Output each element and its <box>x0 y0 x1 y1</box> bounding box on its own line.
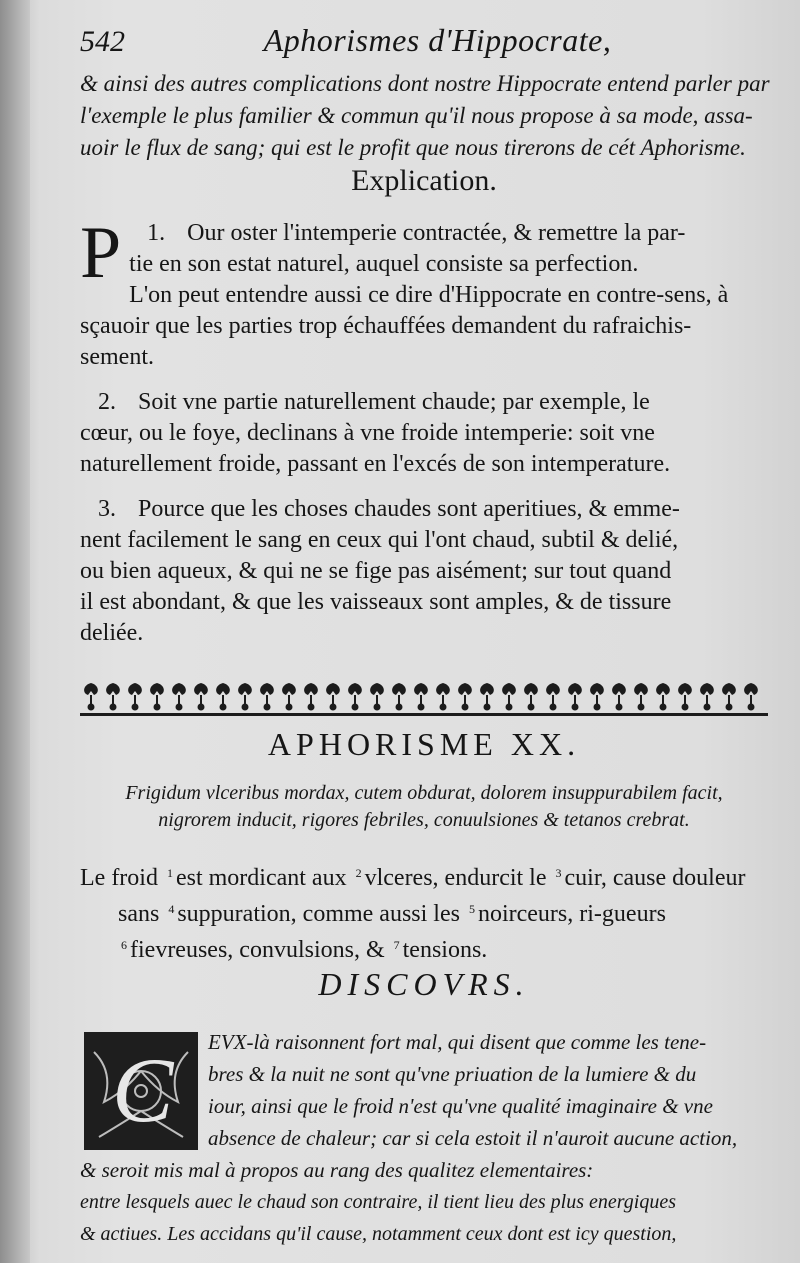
item-line: il est abondant, & que les vaisseaux sont amples, & de tissure <box>80 589 672 615</box>
fleuron-stem <box>222 695 224 704</box>
fleuron-base <box>462 704 469 711</box>
fleuron-base <box>418 704 425 711</box>
explication-item-1 <box>80 212 768 373</box>
fleuron-stem <box>728 695 730 704</box>
fleuron-base <box>638 704 645 711</box>
intro-paragraph <box>80 68 768 164</box>
item-number: 1. <box>147 220 166 246</box>
fleuron-base <box>198 704 205 711</box>
fleuron-stem <box>266 695 268 704</box>
fleuron-icon <box>414 683 428 695</box>
item-line: cœur, ou le foye, declinans à vne froide intemperie: soit vne <box>80 420 655 446</box>
fleuron-base <box>308 704 315 711</box>
fleuron-stem <box>574 695 576 704</box>
fleuron-base <box>484 704 491 711</box>
fleuron-icon <box>260 683 274 695</box>
note-marker: 3 <box>555 866 562 880</box>
fleuron-stem <box>552 695 554 704</box>
explication-item-text <box>80 387 768 480</box>
fleuron-stem <box>354 695 356 704</box>
fleuron-stem <box>178 695 180 704</box>
fleuron-base <box>242 704 249 711</box>
latin-line: nigrorem inducit, rigores febriles, conuulsiones & tetanos crebrat. <box>158 809 690 831</box>
fleuron-base <box>506 704 513 711</box>
fleuron-base <box>528 704 535 711</box>
fleuron-base <box>440 704 447 711</box>
note-marker: 4 <box>168 902 175 916</box>
fleuron-stem <box>596 695 598 704</box>
fleuron-stem <box>662 695 664 704</box>
fleuron-base <box>616 704 623 711</box>
fleuron-icon <box>84 683 98 695</box>
item-line: nent facilement le sang en ceux qui l'ont chaud, subtil & delié, <box>80 527 679 553</box>
fleuron-icon <box>590 683 604 695</box>
fleuron-base <box>264 704 271 711</box>
fleuron-base <box>220 704 227 711</box>
fleuron-base <box>330 704 337 711</box>
fleuron-base <box>154 704 161 711</box>
fleuron-base <box>176 704 183 711</box>
french-translation <box>80 858 768 966</box>
fleuron-icon <box>480 683 494 695</box>
explication-item-2 <box>80 387 768 480</box>
fleuron-icon <box>634 683 648 695</box>
fleuron-stem <box>310 695 312 704</box>
fleuron-stem <box>398 695 400 704</box>
fleuron-icon <box>612 683 626 695</box>
fleuron-icon <box>678 683 692 695</box>
item-line: tie en son estat naturel, auquel consiste sa perfection. <box>129 251 639 277</box>
aphorism-heading: APHORISME XX. <box>267 726 581 762</box>
fleuron-base <box>374 704 381 711</box>
fleuron-stem <box>442 695 444 704</box>
fleuron-stem <box>750 695 752 704</box>
fleuron-icon <box>326 683 340 695</box>
fleuron-base <box>110 704 117 711</box>
french-fragment: vlceres, endurcit le <box>364 865 553 891</box>
fleuron-base <box>704 704 711 711</box>
french-fragment: fievreuses, convulsions, & <box>130 937 391 963</box>
item-line: ou bien aqueux, & qui ne se fige pas aisément; sur tout quand <box>80 558 672 584</box>
fleuron-base <box>682 704 689 711</box>
item-line: Pource que les choses chaudes sont aperitiues, & emme- <box>138 496 680 522</box>
fleuron-icon <box>458 683 472 695</box>
explication-heading: Explication. <box>351 164 497 197</box>
fleuron-icon <box>524 683 538 695</box>
fleuron-stem <box>288 695 290 704</box>
fleuron-stem <box>464 695 466 704</box>
fleuron-base <box>726 704 733 711</box>
item-line: L'on peut entendre aussi ce dire d'Hippocrate en contre-sens, à <box>129 282 729 308</box>
intro-line: & ainsi des autres complications dont nostre Hippocrate entend parler par <box>80 71 770 96</box>
fleuron-icon <box>172 683 186 695</box>
item-line: sement. <box>80 344 154 370</box>
fleuron-base <box>550 704 557 711</box>
fleuron-icon <box>238 683 252 695</box>
french-fragment: est mordicant aux <box>175 865 353 891</box>
page-header <box>80 22 768 66</box>
discours-heading: DISCOVRS. <box>318 966 530 1002</box>
discours-line: absence de chaleur; car si cela estoit il n'auroit aucune action, <box>208 1126 738 1150</box>
dropcap-letter: P <box>80 212 122 294</box>
item-number: 3. <box>98 496 116 522</box>
fleuron-base <box>286 704 293 711</box>
fleuron-stem <box>530 695 532 704</box>
fleuron-stem <box>376 695 378 704</box>
note-marker: 1 <box>166 866 173 880</box>
french-fragment: Le froid <box>80 865 164 891</box>
fleuron-stem <box>420 695 422 704</box>
explication-item-3 <box>80 494 768 649</box>
discours-line: EVX-là raisonnent fort mal, qui disent que comme les tene- <box>208 1030 707 1054</box>
discours-line: entre lesquels auec le chaud son contraire, il tient lieu des plus energiques <box>80 1191 676 1213</box>
discours-line: & actiues. Les accidans qu'il cause, notamment ceux dont est icy question, <box>80 1223 677 1245</box>
fleuron-stem <box>684 695 686 704</box>
french-fragment: tensions. <box>402 937 488 963</box>
fleuron-icon <box>282 683 296 695</box>
item-line: Our oster l'intemperie contractée, & remettre la par- <box>187 220 686 246</box>
latin-aphorism <box>80 780 768 834</box>
page-number: 542 <box>80 25 125 58</box>
fleuron-icon <box>436 683 450 695</box>
discours-line: & seroit mis mal à propos au rang des qualitez elementaires: <box>80 1158 594 1182</box>
fleuron-stem <box>90 695 92 704</box>
fleuron-stem <box>156 695 158 704</box>
fleuron-base <box>132 704 139 711</box>
fleuron-icon <box>194 683 208 695</box>
fleuron-stem <box>200 695 202 704</box>
french-fragment: suppuration, comme aussi les <box>177 901 466 927</box>
item-line: deliée. <box>80 620 144 646</box>
french-fragment: cuir, cause douleur sans <box>118 865 746 927</box>
note-marker: 6 <box>121 938 127 952</box>
running-title: Aphorismes d'Hippocrate, <box>263 22 612 58</box>
fleuron-base <box>352 704 359 711</box>
discours-paragraph <box>80 1026 768 1250</box>
fleuron-icon <box>744 683 758 695</box>
fleuron-icon <box>392 683 406 695</box>
fleuron-base <box>748 704 755 711</box>
fleuron-icon <box>502 683 516 695</box>
fleuron-icon <box>106 683 120 695</box>
item-line: Soit vne partie naturellement chaude; par exemple, le <box>138 389 650 415</box>
note-marker: 2 <box>355 866 362 880</box>
intro-line: uoir le flux de sang; qui est le profit que nous tirerons de cét Aphorisme. <box>80 135 746 160</box>
discours-line: bres & la nuit ne sont qu'vne priuation de la lumiere & du <box>208 1062 697 1086</box>
item-line: sçauoir que les parties trop échauffées demandent du rafraichis- <box>80 313 692 339</box>
fleuron-icon <box>216 683 230 695</box>
fleuron-icon <box>304 683 318 695</box>
fleuron-icon <box>656 683 670 695</box>
fleuron-base <box>660 704 667 711</box>
fleuron-base <box>572 704 579 711</box>
fleuron-stem <box>134 695 136 704</box>
fleuron-icon <box>700 683 714 695</box>
fleuron-stem <box>640 695 642 704</box>
note-marker: 7 <box>393 938 400 952</box>
fleuron-icon <box>128 683 142 695</box>
item-number: 2. <box>98 389 116 415</box>
fleuron-icon <box>150 683 164 695</box>
dropcap-letter: C <box>112 1039 174 1141</box>
fleuron-icon <box>348 683 362 695</box>
fleuron-stem <box>508 695 510 704</box>
explication-item-text <box>80 212 768 373</box>
fleuron-base <box>88 704 95 711</box>
fleuron-stem <box>486 695 488 704</box>
fleuron-stem <box>618 695 620 704</box>
fleuron-icon <box>568 683 582 695</box>
fleuron-ornament-band <box>80 679 768 721</box>
intro-line: l'exemple le plus familier & commun qu'il nous propose à sa mode, assa- <box>80 103 753 128</box>
explication-item-text <box>80 494 768 649</box>
fleuron-stem <box>706 695 708 704</box>
discours-line: iour, ainsi que le froid n'est qu'vne qualité imaginaire & vne <box>208 1094 713 1118</box>
fleuron-icon <box>370 683 384 695</box>
ornamental-initial <box>84 1032 198 1150</box>
fleuron-base <box>594 704 601 711</box>
fleuron-stem <box>244 695 246 704</box>
fleuron-icon <box>546 683 560 695</box>
french-fragment: noirceurs, ri-gueurs <box>477 901 666 927</box>
page-gutter-shadow <box>0 0 30 1263</box>
fleuron-base <box>396 704 403 711</box>
note-marker: 5 <box>468 902 475 916</box>
fleuron-icon <box>722 683 736 695</box>
latin-line: Frigidum vlceribus mordax, cutem obdurat, dolorem insuppurabilem facit, <box>125 782 723 804</box>
fleuron-stem <box>112 695 114 704</box>
item-line: naturellement froide, passant en l'excés de son intemperature. <box>80 451 671 477</box>
fleuron-stem <box>332 695 334 704</box>
